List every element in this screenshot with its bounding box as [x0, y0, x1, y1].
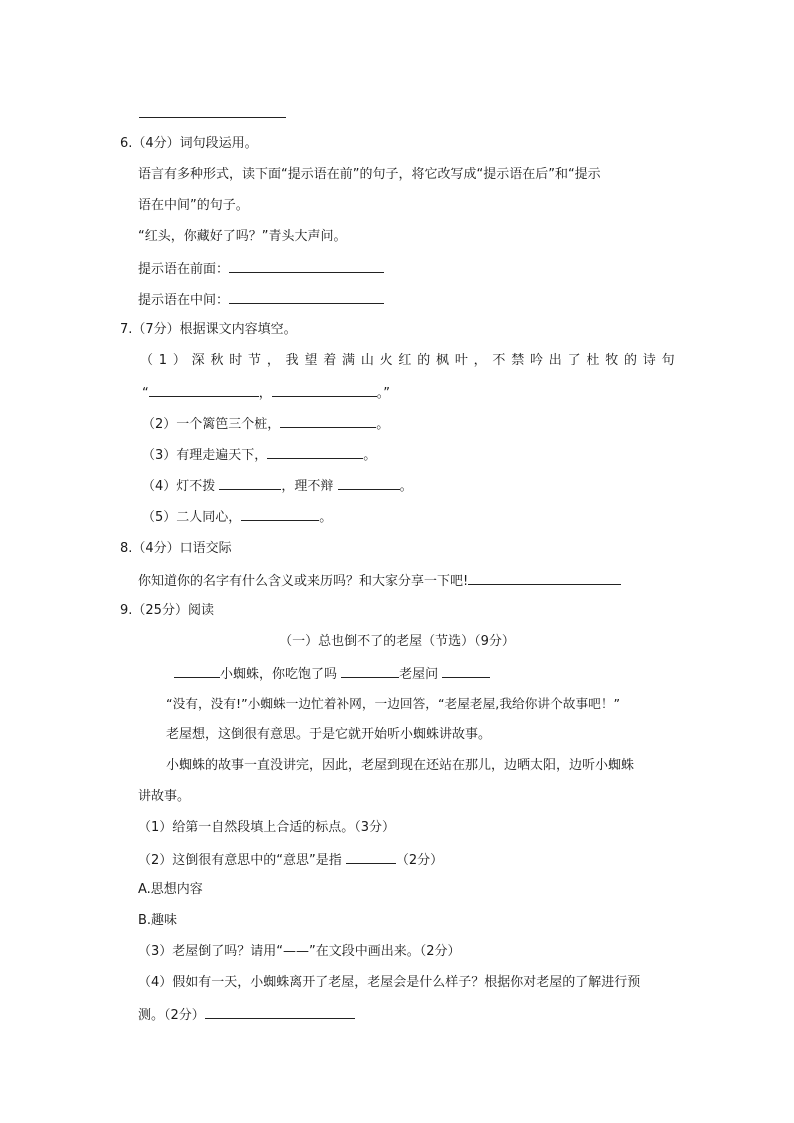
q7-item2-text: （2）一个篱笆三个桩， [142, 417, 281, 432]
q9-subquestion-2 [138, 850, 443, 870]
q8-title: （4分）口语交际 [132, 541, 232, 556]
q7-item4-blank-1[interactable] [219, 476, 281, 490]
q7-item1-char: 了 [567, 353, 581, 368]
q7-item1-line [140, 352, 675, 370]
q9-paragraph-3: 老屋想，这倒很有意思。于是它就开始听小蜘蛛讲故事。 [166, 727, 492, 742]
q7-item1-char: 吟 [530, 353, 544, 368]
q9-paragraph-2: “没有，没有!”小蜘蛛一边忙着补网，一边回答，“老屋老屋,我给你讲个故事吧！” [166, 696, 621, 711]
q7-item1-char: 山 [360, 353, 374, 368]
q7-item2-blank[interactable] [280, 414, 376, 428]
q7-item1-comma: ， [258, 386, 272, 401]
q7-item2-row [142, 414, 389, 434]
q7-item1-char: 深 [191, 353, 205, 368]
q6-number: 6. [120, 136, 133, 151]
q7-item5-row [142, 507, 332, 527]
q7-item1-char: 红 [398, 353, 412, 368]
q7-item1-char: 叶 [454, 353, 468, 368]
q9-sq2-score: （2分） [395, 853, 444, 868]
q8-number: 8. [120, 541, 133, 556]
previous-answer-line[interactable] [139, 104, 286, 124]
q9-sq4-blank[interactable] [205, 1005, 355, 1019]
q7-item1-close: 。” [376, 386, 391, 401]
q7-item5-text: （5）二人同心， [142, 510, 242, 525]
q7-item1-char: ） [172, 353, 186, 368]
q7-item1-char: ， [266, 353, 280, 368]
q8-question-text: 你知道你的名字有什么含义或来历吗？和大家分享一下吧! [138, 574, 469, 589]
q8-answer-blank[interactable] [468, 571, 621, 585]
q6-quote: “红头，你藏好了吗？”青头大声问。 [138, 229, 347, 244]
q7-item4-period: 。 [399, 479, 413, 494]
q8-header [120, 540, 232, 558]
q6-middle-blank[interactable] [229, 290, 384, 304]
q7-item2-period: 。 [376, 417, 390, 432]
q9-passage-title: （一）总也倒不了的老屋（节选）（9分） [279, 634, 515, 649]
q7-item1-char: 时 [229, 353, 243, 368]
q7-item1-blank-2[interactable] [272, 383, 377, 397]
q9-sq4-text: 测。（2分） [138, 1008, 205, 1023]
q7-item1-char: 满 [342, 353, 356, 368]
q7-item1-char: 节 [248, 353, 262, 368]
q7-item1-char: 出 [548, 353, 562, 368]
q6-intro-line-2: 语在中间”的句子。 [138, 198, 249, 213]
q7-item4-text-b: ，理不辩 [281, 479, 334, 494]
q7-item1-char: （ [140, 353, 154, 368]
q7-item1-char: 句 [661, 353, 675, 368]
q7-item1-char: 望 [304, 353, 318, 368]
q7-header [120, 321, 297, 339]
q7-item3-text: （3）有理走遍天下， [142, 448, 268, 463]
q9-subquestion-1: （1）给第一自然段填上合适的标点。（3分） [138, 820, 396, 835]
q9-p1-blank-1[interactable] [174, 664, 220, 678]
q7-item4-text-a: （4）灯不拨 [142, 479, 216, 494]
q9-option-b: B.趣味 [138, 913, 178, 928]
q6-front-label: 提示语在前面： [138, 262, 230, 277]
q6-front-row [138, 259, 384, 279]
q7-item1-answer-row [142, 383, 390, 403]
q8-question-row [138, 571, 621, 591]
q7-item1-char: ， [473, 353, 487, 368]
q9-subquestion-4-line-2 [138, 1005, 355, 1025]
q9-p1-blank-3[interactable] [442, 664, 490, 678]
q9-sq2-blank[interactable] [346, 850, 396, 864]
q7-title: （7分）根据课文内容填空。 [132, 322, 297, 337]
q6-title: （4分）词句段运用。 [132, 136, 258, 151]
q7-item3-period: 。 [363, 448, 377, 463]
q6-header [120, 135, 258, 153]
q7-item4-row [142, 476, 413, 496]
q9-sq2-text: （2）这倒很有意思中的“意思”是指 [138, 853, 342, 868]
q7-item1-open-quote: “ [142, 386, 149, 401]
q7-item1-char: 的 [623, 353, 637, 368]
q7-item1-char: 的 [417, 353, 431, 368]
q7-item3-blank[interactable] [267, 445, 363, 459]
q7-item3-row [142, 445, 376, 465]
q6-front-blank[interactable] [229, 259, 384, 273]
q9-p1-text-b: 老屋问 [399, 667, 439, 682]
q7-item1-char: 枫 [436, 353, 450, 368]
q9-subquestion-3: （3）老屋倒了吗？请用“——”在文段中画出来。（2分） [138, 944, 461, 959]
q9-p1-text-a: 小蜘蛛，你吃饱了吗 [220, 667, 338, 682]
q7-item4-blank-2[interactable] [338, 476, 400, 490]
q9-header [120, 602, 214, 620]
q7-item5-period: 。 [319, 510, 333, 525]
q7-item1-char: 牧 [605, 353, 619, 368]
q7-item1-char: 我 [285, 353, 299, 368]
q9-number: 9. [120, 603, 133, 618]
q7-number: 7. [120, 322, 133, 337]
q7-item1-char: 杜 [586, 353, 600, 368]
q7-item1-char: 禁 [511, 353, 525, 368]
q9-option-a: A.思想内容 [138, 882, 203, 897]
q9-p1-blank-2[interactable] [341, 664, 399, 678]
q7-item1-char: 着 [323, 353, 337, 368]
q9-paragraph-4-line-2: 讲故事。 [138, 789, 191, 804]
q7-item1-blank-1[interactable] [149, 383, 259, 397]
q7-item1-char: 火 [379, 353, 393, 368]
q6-middle-row [138, 290, 384, 310]
q6-middle-label: 提示语在中间： [138, 293, 230, 308]
q7-item1-char: 秋 [210, 353, 224, 368]
q9-subquestion-4-line-1: （4）假如有一天，小蜘蛛离开了老屋，老屋会是什么样子？根据你对老屋的了解进行预 [138, 975, 641, 990]
q9-title: （25分）阅读 [132, 603, 214, 618]
q6-intro-line-1: 语言有多种形式，读下面“提示语在前”的句子，将它改写成“提示语在后”和“提示 [138, 167, 601, 182]
q7-item1-char: 不 [492, 353, 506, 368]
q7-item5-blank[interactable] [241, 507, 319, 521]
q7-item1-char: 1 [158, 353, 168, 368]
q7-item1-char: 诗 [642, 353, 656, 368]
q9-paragraph-1 [174, 664, 490, 684]
q9-paragraph-4-line-1: 小蜘蛛的故事一直没讲完，因此，老屋到现在还站在那儿，边晒太阳，边听小蜘蛛 [166, 758, 635, 773]
